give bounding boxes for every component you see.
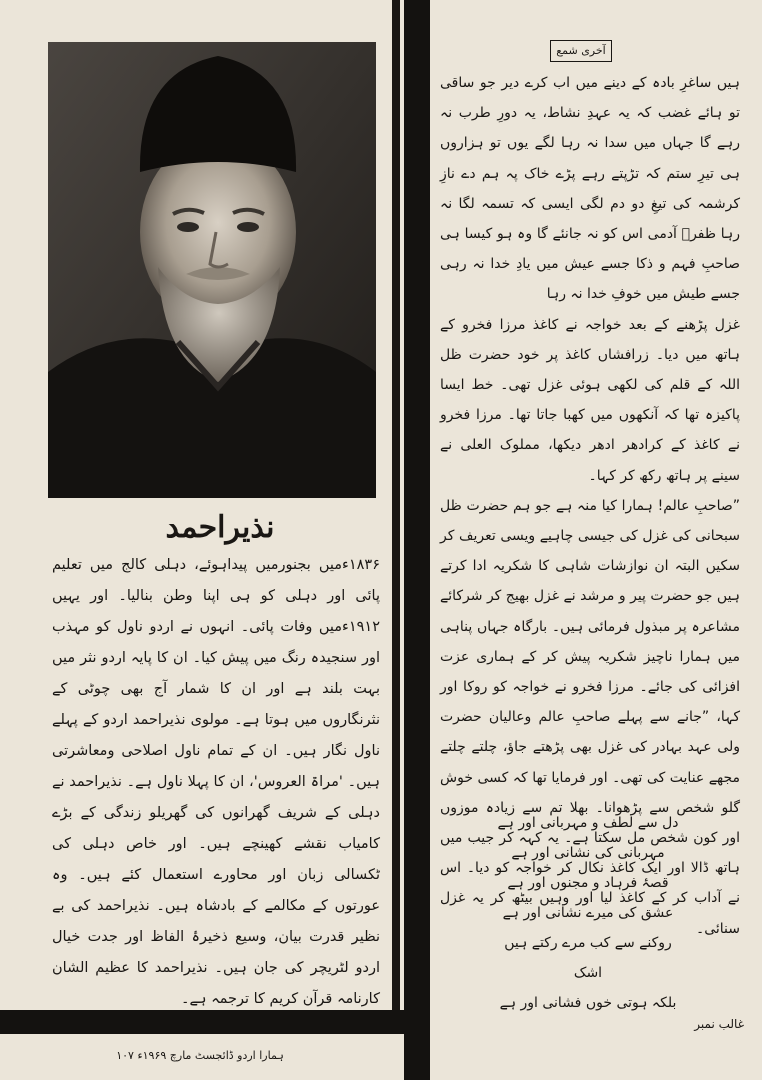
column-divider [392, 0, 400, 1030]
ghazal-verses [488, 808, 688, 1018]
right-column [432, 0, 762, 1080]
verse-line: قصۂ فرہاد و مجنوں اور ہے [507, 875, 669, 891]
verse-line: روکنے سے کب مرے رکتے ہیں اشک [504, 935, 672, 981]
story-paragraph: غزل پڑھنے کے بعد خواجہ نے کاغذ مرزا فخرو کے ہاتھ میں دیا۔ زرافشاں کاغذ پر خود حضرت ظل اللہ کے قلم کی لکھی ہوئی غزل تھی۔ خط ایسا پاکیزہ تھا کہ آنکھوں میں کھبا جاتا تھا۔ مرزا فخرو نے کاغذ کے کرادھر ادھر دیکھا، مملوک العلی نے سینے پر ہاتھ رکھ کر کہا۔ [440, 316, 740, 484]
verse-line: عشق کی میرے نشانی اور ہے [502, 905, 674, 921]
portrait-photo [48, 42, 376, 498]
biography-text [52, 550, 380, 1015]
column-divider-thick [404, 0, 430, 1080]
verse-line: مہربانی کی نشانی اور ہے [511, 845, 665, 861]
biography-paragraph: ۱۸۳۶ءمیں بجنورمیں پیداہوئے، دہلی کالج میں تعلیم پائی اور دہلی کو ہی اپنا وطن بنالیا۔ اور یہیں ۱۹۱۲ءمیں وفات پائی۔ انہوں نے اردو ناول کو مہذب اور سنجیدہ رنگ میں پیش کیا۔ ان کا پایہ اردو نثر میں بہت بلند ہے اور ان کا شمار آج بھی چوٹی کے نثرنگاروں میں ہوتا ہے۔ مولوی نذیراحمد اردو کے پہلے ناول نگار ہیں۔ ان کے تمام ناول اصلاحی ومعاشرتی ہیں۔ 'مراۃ العروس'، ان کا پہلا ناول ہے۔ نذیراحمد نے دہلی کے شریف گھرانوں کی گھریلو زندگی کے بڑے کامیاب نقشے کھینچے ہیں۔ اور خاص دہلی کی ٹکسالی زبان اور محاورے استعمال کئے ہیں۔ وہ عورتوں کے مکالمے کے بادشاہ ہیں۔ نذیراحمد کی بے نظیر قدرت بیان، وسیع ذخیرۂ الفاظ اور جدت خیال اردو لٹریچر کی جان ہیں۔ نذیراحمد کا عظیم الشان کارنامہ قرآن کریم کا ترجمہ ہے۔ [52, 557, 380, 1007]
story-paragraph: ہیں ساغرِ بادہ کے دینے میں اب کرے دیر جو ساقی تو ہائے غضب کہ یہ عہدِ نشاط، یہ دورِ طرب نہ رہے گا جہاں میں سدا نہ رہا لگے یوں تو ہزاروں ہی تیرِ ستم کہ تڑپتے رہے پڑے خاک پہ ہم دے نازِ کرشمہ کی تیغِ دو دم لگی ایسی کہ تسمہ لگا نہ رہا ظفرؔ آدمی اس کو نہ جانئے گا وہ ہو کیسا ہی صاحبِ فہم و ذکا جسے عیش میں یادِ خدا نہ رہی جسے طیش میں خوفِ خدا نہ رہا [440, 75, 740, 303]
verse-line: دل سے لطف و مہربانی اور ہے [497, 815, 679, 831]
story-paragraph: ”صاحبِ عالم! ہمارا کیا منہ ہے جو ہم حضرت ظل سبحانی کی غزل کی جیسی چاہیے ویسی تعریف کر سکیں البتہ ان نوازشات شاہی کا شکریہ ادا کرتے ہیں جو حضرت پیر و مرشد نے غزل بھیج کر شرکائے مشاعرہ پر مبذول فرمائی ہیں۔ بارگاہ جہاں پناہی میں ہمارا ناچیز شکریہ پیش کر کے ہماری عزت افزائی کی جائے۔ مرزا فخرو نے خواجہ کو روکا اور کہا، ”جانے سے پہلے صاحبِ عالم وعالیان حضرت ولی عہد بہادر کی غزل بھی پڑھتے جاؤ، چلتے چلتے مجھے عنایت کی تھی۔ اور فرمایا تھا کہ کسی خوش گلو شخص سے پڑھوانا۔ بھلا تم سے زیادہ موزوں اور کون شخص مل سکتا ہے۔ یہ کہہ کر جیب میں ہاتھ ڈالا اور ایک کاغذ نکال کر خواجہ کو دیا۔ اس نے آداب کر کے کاغذ لیا اور وہیں بیٹھ کر یہ غزل سنائی۔ [440, 497, 740, 937]
person-name-heading: نذیراحمد [165, 510, 275, 545]
verse-line: بلکہ ہوتی خوں فشانی اور ہے [499, 995, 677, 1011]
issue-label: غالب نمبر [694, 1017, 744, 1031]
section-label-box: آخری شمع [550, 40, 612, 62]
page-footer: ہمارا اردو ڈائجسٹ مارچ ۱۹۶۹ء ۱۰۷ [116, 1049, 284, 1062]
left-column [0, 0, 402, 1010]
bottom-divider [0, 1010, 404, 1034]
